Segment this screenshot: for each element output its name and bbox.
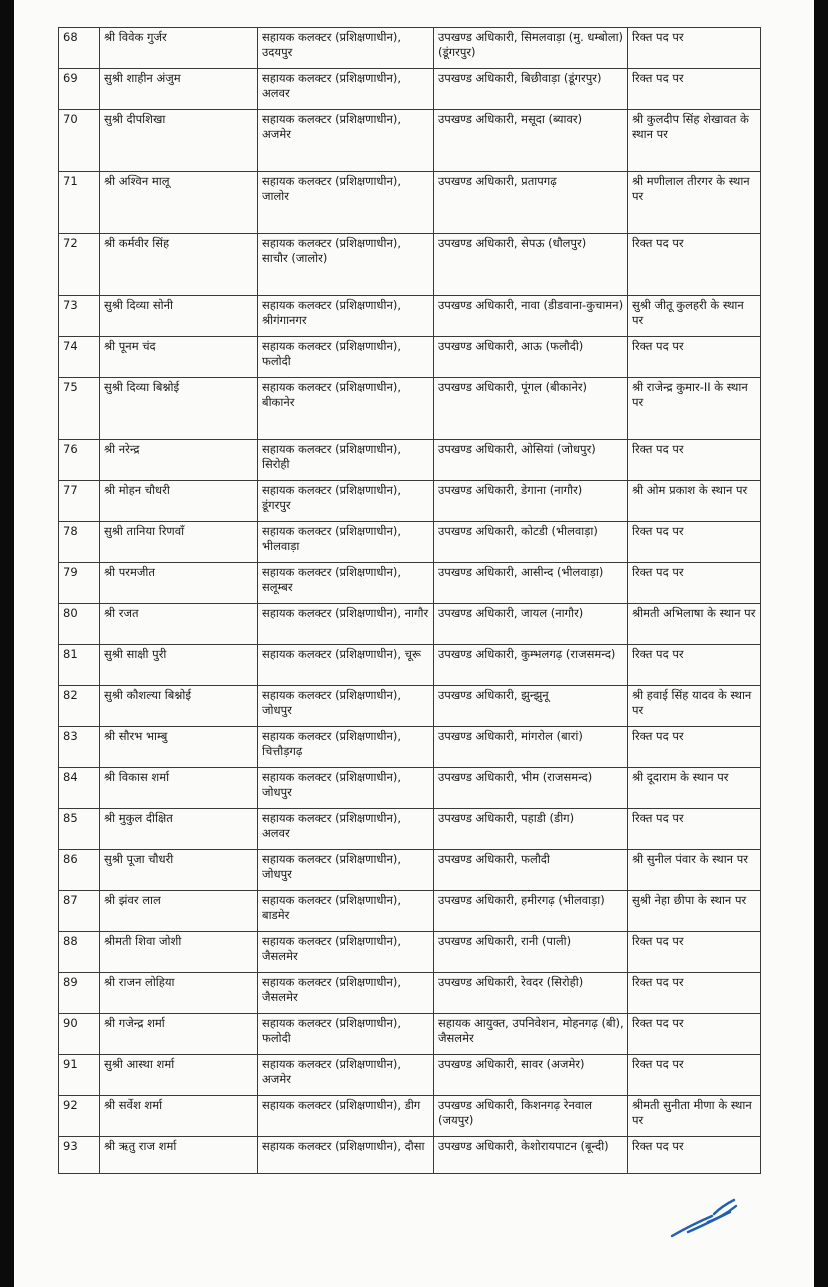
new-posting-cell: उपखण्ड अधिकारी, रानी (पाली) [434,932,628,973]
current-posting-cell: सहायक कलक्टर (प्रशिक्षणाधीन), जैसलमेर [258,932,434,973]
current-posting-cell: सहायक कलक्टर (प्रशिक्षणाधीन), दौसा [258,1137,434,1174]
table-row [59,850,761,891]
new-posting-cell: उपखण्ड अधिकारी, सेपऊ (धौलपुर) [434,234,628,296]
serial-number-cell: 80 [59,604,100,645]
table-row [59,1014,761,1055]
officer-name-cell: सुश्री शाहीन अंजुम [100,69,258,110]
table-row [59,69,761,110]
table-row [59,172,761,234]
current-posting-cell: सहायक कलक्टर (प्रशिक्षणाधीन), जोधपुर [258,768,434,809]
serial-number-cell: 71 [59,172,100,234]
officer-name-cell: सुश्री दिव्या बिश्नोई [100,378,258,440]
current-posting-cell: सहायक कलक्टर (प्रशिक्षणाधीन), भीलवाड़ा [258,522,434,563]
remark-cell: श्री सुनील पंवार के स्थान पर [628,850,761,891]
current-posting-cell: सहायक कलक्टर (प्रशिक्षणाधीन), चूरू [258,645,434,686]
officer-name-cell: श्री नरेन्द्र [100,440,258,481]
officer-name-cell: सुश्री दिव्या सोनी [100,296,258,337]
new-posting-cell: उपखण्ड अधिकारी, किशनगढ़ रेनवाल (जयपुर) [434,1096,628,1137]
table-row [59,809,761,850]
remark-cell: रिक्त पद पर [628,1137,761,1174]
current-posting-cell: सहायक कलक्टर (प्रशिक्षणाधीन), चित्तौड़गढ़ [258,727,434,768]
serial-number-cell: 82 [59,686,100,727]
table-row [59,563,761,604]
current-posting-cell: सहायक कलक्टर (प्रशिक्षणाधीन), बीकानेर [258,378,434,440]
current-posting-cell: सहायक कलक्टर (प्रशिक्षणाधीन), बाडमेर [258,891,434,932]
officer-name-cell: श्री विवेक गुर्जर [100,28,258,69]
table-row [59,234,761,296]
new-posting-cell: उपखण्ड अधिकारी, नावा (डीडवाना-कुचामन) [434,296,628,337]
remark-cell: श्रीमती सुनीता मीणा के स्थान पर [628,1096,761,1137]
new-posting-cell: उपखण्ड अधिकारी, झुन्झुनू [434,686,628,727]
serial-number-cell: 75 [59,378,100,440]
current-posting-cell: सहायक कलक्टर (प्रशिक्षणाधीन), श्रीगंगानगर [258,296,434,337]
serial-number-cell: 68 [59,28,100,69]
new-posting-cell: उपखण्ड अधिकारी, मसूदा (ब्यावर) [434,110,628,172]
new-posting-cell: उपखण्ड अधिकारी, कोटडी (भीलवाड़ा) [434,522,628,563]
officer-name-cell: श्री परमजीत [100,563,258,604]
officer-name-cell: श्री अश्विन मालू [100,172,258,234]
current-posting-cell: सहायक कलक्टर (प्रशिक्षणाधीन), जालोर [258,172,434,234]
table-row [59,296,761,337]
remark-cell: रिक्त पद पर [628,234,761,296]
remark-cell: रिक्त पद पर [628,973,761,1014]
serial-number-cell: 79 [59,563,100,604]
officer-name-cell: श्री पूनम चंद [100,337,258,378]
remark-cell: रिक्त पद पर [628,563,761,604]
new-posting-cell: उपखण्ड अधिकारी, कुम्भलगढ़ (राजसमन्द) [434,645,628,686]
transfer-table-body [59,28,761,1174]
remark-cell: रिक्त पद पर [628,1014,761,1055]
officer-name-cell: श्री सर्वेश शर्मा [100,1096,258,1137]
officer-name-cell: श्री मोहन चौधरी [100,481,258,522]
serial-number-cell: 85 [59,809,100,850]
table-row [59,28,761,69]
table-row [59,891,761,932]
transfer-table [58,27,761,1174]
new-posting-cell: उपखण्ड अधिकारी, हमीरगढ़ (भीलवाड़ा) [434,891,628,932]
current-posting-cell: सहायक कलक्टर (प्रशिक्षणाधीन), डीग [258,1096,434,1137]
remark-cell: श्री दूदाराम के स्थान पर [628,768,761,809]
new-posting-cell: उपखण्ड अधिकारी, आसीन्द (भीलवाड़ा) [434,563,628,604]
remark-cell: सुश्री जीतू कुलहरी के स्थान पर [628,296,761,337]
serial-number-cell: 78 [59,522,100,563]
serial-number-cell: 92 [59,1096,100,1137]
current-posting-cell: सहायक कलक्टर (प्रशिक्षणाधीन), सलूम्बर [258,563,434,604]
remark-cell: रिक्त पद पर [628,28,761,69]
officer-name-cell: श्री विकास शर्मा [100,768,258,809]
officer-name-cell: श्री गजेन्द्र शर्मा [100,1014,258,1055]
current-posting-cell: सहायक कलक्टर (प्रशिक्षणाधीन), अजमेर [258,110,434,172]
table-row [59,110,761,172]
current-posting-cell: सहायक कलक्टर (प्रशिक्षणाधीन), अलवर [258,809,434,850]
serial-number-cell: 91 [59,1055,100,1096]
new-posting-cell: उपखण्ड अधिकारी, फलौदी [434,850,628,891]
current-posting-cell: सहायक कलक्टर (प्रशिक्षणाधीन), साचौर (जालोर) [258,234,434,296]
current-posting-cell: सहायक कलक्टर (प्रशिक्षणाधीन), डूंगरपुर [258,481,434,522]
officer-name-cell: श्री मुकुल दीक्षित [100,809,258,850]
table-row [59,645,761,686]
serial-number-cell: 84 [59,768,100,809]
table-row [59,973,761,1014]
serial-number-cell: 73 [59,296,100,337]
current-posting-cell: सहायक कलक्टर (प्रशिक्षणाधीन), सिरोही [258,440,434,481]
current-posting-cell: सहायक कलक्टर (प्रशिक्षणाधीन), अलवर [258,69,434,110]
remark-cell: सुश्री नेहा छीपा के स्थान पर [628,891,761,932]
remark-cell: रिक्त पद पर [628,727,761,768]
new-posting-cell: उपखण्ड अधिकारी, जायल (नागौर) [434,604,628,645]
officer-name-cell: सुश्री दीपशिखा [100,110,258,172]
serial-number-cell: 70 [59,110,100,172]
officer-name-cell: सुश्री साक्षी पुरी [100,645,258,686]
remark-cell: रिक्त पद पर [628,69,761,110]
table-row [59,727,761,768]
current-posting-cell: सहायक कलक्टर (प्रशिक्षणाधीन), फलोदी [258,1014,434,1055]
serial-number-cell: 89 [59,973,100,1014]
new-posting-cell: उपखण्ड अधिकारी, पहाडी (डीग) [434,809,628,850]
new-posting-cell: उपखण्ड अधिकारी, रेवदर (सिरोही) [434,973,628,1014]
officer-name-cell: श्री झंवर लाल [100,891,258,932]
serial-number-cell: 88 [59,932,100,973]
table-row [59,1137,761,1174]
table-row [59,522,761,563]
officer-name-cell: सुश्री तानिया रिणवाँ [100,522,258,563]
table-row [59,1055,761,1096]
table-row [59,481,761,522]
new-posting-cell: उपखण्ड अधिकारी, ओसियां (जोधपुर) [434,440,628,481]
remark-cell: श्री ओम प्रकाश के स्थान पर [628,481,761,522]
officer-name-cell: सुश्री आस्था शर्मा [100,1055,258,1096]
remark-cell: रिक्त पद पर [628,440,761,481]
signature-mark [668,1192,740,1242]
table-row [59,686,761,727]
new-posting-cell: उपखण्ड अधिकारी, डेगाना (नागौर) [434,481,628,522]
current-posting-cell: सहायक कलक्टर (प्रशिक्षणाधीन), नागौर [258,604,434,645]
officer-name-cell: श्री राजन लोहिया [100,973,258,1014]
new-posting-cell: सहायक आयुक्त, उपनिवेशन, मोहनगढ़ (बी), जैसलमेर [434,1014,628,1055]
officer-name-cell: श्रीमती शिवा जोशी [100,932,258,973]
new-posting-cell: उपखण्ड अधिकारी, सावर (अजमेर) [434,1055,628,1096]
current-posting-cell: सहायक कलक्टर (प्रशिक्षणाधीन), जैसलमेर [258,973,434,1014]
remark-cell: रिक्त पद पर [628,337,761,378]
serial-number-cell: 76 [59,440,100,481]
officer-name-cell: श्री ऋतु राज शर्मा [100,1137,258,1174]
remark-cell: श्री कुलदीप सिंह शेखावत के स्थान पर [628,110,761,172]
table-row [59,1096,761,1137]
serial-number-cell: 90 [59,1014,100,1055]
new-posting-cell: उपखण्ड अधिकारी, पूंगल (बीकानेर) [434,378,628,440]
officer-name-cell: सुश्री कौशल्या बिश्नोई [100,686,258,727]
remark-cell: रिक्त पद पर [628,1055,761,1096]
serial-number-cell: 83 [59,727,100,768]
remark-cell: रिक्त पद पर [628,932,761,973]
new-posting-cell: उपखण्ड अधिकारी, मांगरोल (बारां) [434,727,628,768]
remark-cell: श्री हवाई सिंह यादव के स्थान पर [628,686,761,727]
remark-cell: रिक्त पद पर [628,809,761,850]
remark-cell: रिक्त पद पर [628,522,761,563]
current-posting-cell: सहायक कलक्टर (प्रशिक्षणाधीन), जोधपुर [258,850,434,891]
remark-cell: श्री राजेन्द्र कुमार-II के स्थान पर [628,378,761,440]
table-row [59,378,761,440]
new-posting-cell: उपखण्ड अधिकारी, भीम (राजसमन्द) [434,768,628,809]
current-posting-cell: सहायक कलक्टर (प्रशिक्षणाधीन), जोधपुर [258,686,434,727]
remark-cell: श्री मणीलाल तीरगर के स्थान पर [628,172,761,234]
remark-cell: श्रीमती अभिलाषा के स्थान पर [628,604,761,645]
current-posting-cell: सहायक कलक्टर (प्रशिक्षणाधीन), फलोदी [258,337,434,378]
serial-number-cell: 87 [59,891,100,932]
table-row [59,337,761,378]
officer-name-cell: श्री सौरभ भाम्बु [100,727,258,768]
remark-cell: रिक्त पद पर [628,645,761,686]
serial-number-cell: 93 [59,1137,100,1174]
serial-number-cell: 86 [59,850,100,891]
new-posting-cell: उपखण्ड अधिकारी, सिमलवाड़ा (मु. धम्बोला) (डूंगरपुर) [434,28,628,69]
new-posting-cell: उपखण्ड अधिकारी, आऊ (फलौदी) [434,337,628,378]
officer-name-cell: सुश्री पूजा चौधरी [100,850,258,891]
table-row [59,440,761,481]
current-posting-cell: सहायक कलक्टर (प्रशिक्षणाधीन), अजमेर [258,1055,434,1096]
officer-name-cell: श्री रजत [100,604,258,645]
serial-number-cell: 69 [59,69,100,110]
new-posting-cell: उपखण्ड अधिकारी, बिछीवाड़ा (डूंगरपुर) [434,69,628,110]
table-row [59,604,761,645]
serial-number-cell: 81 [59,645,100,686]
new-posting-cell: उपखण्ड अधिकारी, केशोरायपाटन (बून्दी) [434,1137,628,1174]
current-posting-cell: सहायक कलक्टर (प्रशिक्षणाधीन), उदयपुर [258,28,434,69]
serial-number-cell: 77 [59,481,100,522]
officer-name-cell: श्री कर्मवीर सिंह [100,234,258,296]
table-row [59,932,761,973]
serial-number-cell: 74 [59,337,100,378]
new-posting-cell: उपखण्ड अधिकारी, प्रतापगढ़ [434,172,628,234]
serial-number-cell: 72 [59,234,100,296]
table-row [59,768,761,809]
